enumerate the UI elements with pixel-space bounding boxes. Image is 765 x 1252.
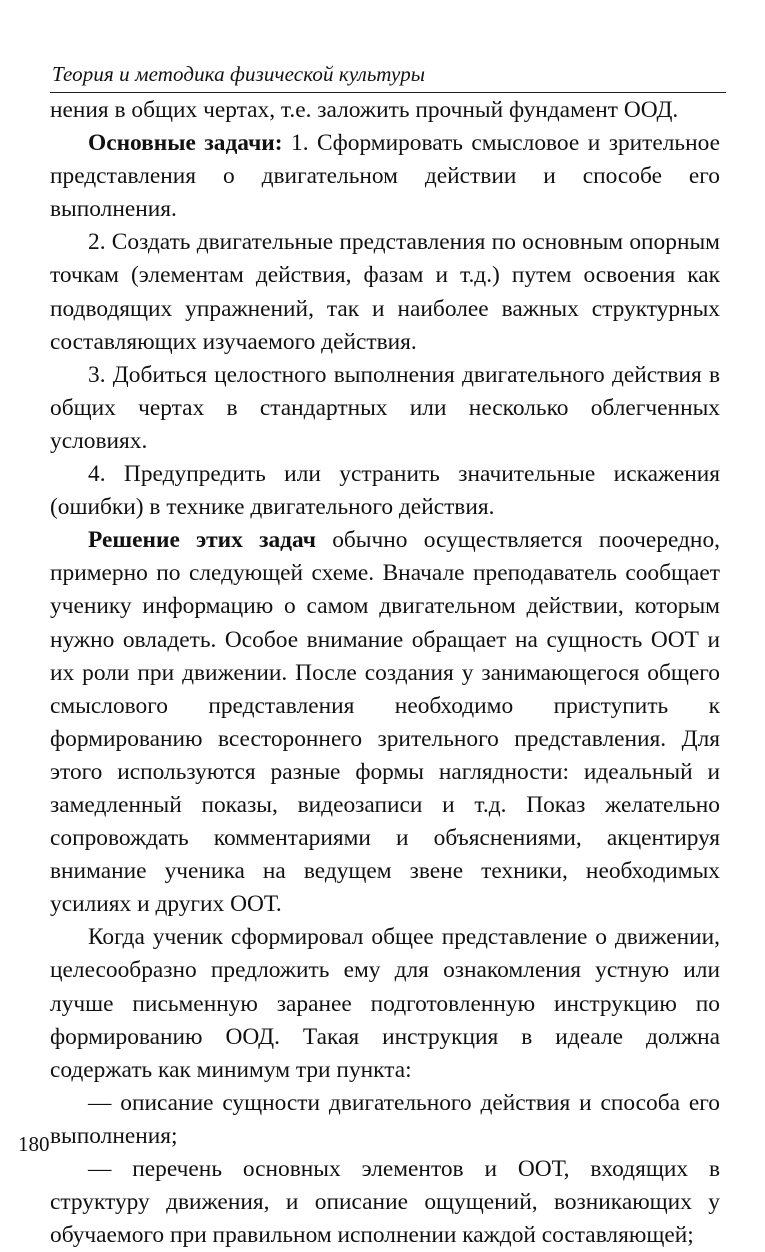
body-text xyxy=(50,94,720,1252)
paragraph-solution: Решение этих задач обычно осуществляется поочередно, примерно по следующей схеме. Вначале преподаватель сообщает ученику информацию о самом двигательном действии, которым нужно овладеть. Особое внимание обращает на сущность ООТ и их роли при движении. После создания у занимающегося общего смыслового представления необходимо приступить к формированию всестороннего зрительного представления. Для этого используются разные формы наглядности: идеальный и замедленный показы, видеозаписи и т.д. Показ желательно сопровождать комментариями и объяснениями, акцентируя внимание ученика на ведущем звене техники, необходимых усилиях и других ООТ. xyxy=(50,527,720,918)
header-rule xyxy=(50,92,726,93)
paragraph-task-2: 2. Создать двигательные представления по основным опорным точкам (элементам действия, фазам и т.д.) путем освоения как подводящих упражнений, так и наиболее важных структурных составляющих изучаемого действия. xyxy=(50,229,720,355)
list-item-dash-2: — перечень основных элементов и ООТ, входящих в структуру движения, и описание ощущений, возникающих у обучаемого при правильном исполнении каждой составляющей; xyxy=(50,1156,720,1249)
list-item-dash-1: — описание сущности двигательного действия и способа его выполнения; xyxy=(50,1089,720,1149)
bold-lead: Основные задачи: xyxy=(88,130,283,157)
page-number: 180 xyxy=(18,1132,50,1156)
running-header: Теория и методика физической культуры xyxy=(52,62,426,86)
paragraph-continuation: нения в общих чертах, т.е. заложить прочный фундамент ООД. xyxy=(50,97,679,123)
paragraph-instruction: Когда ученик сформировал общее представление о движении, целесообразно предложить ему для ознакомления устную или лучше письменную заранее подготовленную инструкцию по формированию ООД. Такая инструкция в идеале должна содержать как минимум три пункта: xyxy=(50,924,720,1083)
paragraph-task-4: 4. Предупредить или устранить значительные искажения (ошибки) в технике двигательного действия. xyxy=(50,461,720,521)
paragraph-main-tasks: Основные задачи: 1. Сформировать смысловое и зрительное представления о двигательном действии и способе его выполнения. xyxy=(50,130,720,223)
bold-lead: Решение этих задач xyxy=(88,527,316,554)
paragraph-task-3: 3. Добиться целостного выполнения двигательного действия в общих чертах в стандартных или несколько облегченных условиях. xyxy=(50,361,720,454)
